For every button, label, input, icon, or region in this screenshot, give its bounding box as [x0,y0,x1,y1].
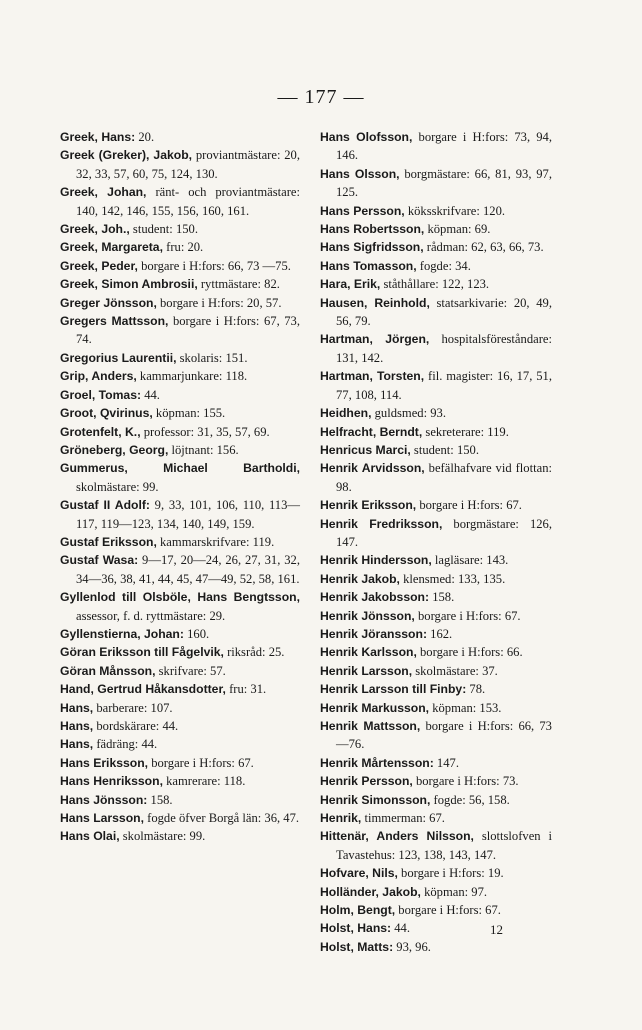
index-entry-name: Gyllenlod till Olsböle, Hans Bengtsson, [60,590,300,605]
index-entry [60,533,300,551]
index-entry-detail: 160. [183,626,210,641]
index-entry [320,423,552,441]
index-entry [60,294,300,312]
index-entry [320,662,552,680]
index-entry [320,515,552,552]
index-entry-detail: köpman: 155. [152,406,226,421]
index-entry-detail: köpman: 69. [424,222,491,237]
index-entry [60,588,300,625]
index-entry-name: Henrik Jöransson: [320,626,428,641]
index-entry-name: Gustaf Eriksson, [60,534,157,549]
index-entry-detail: fogde: 56, 158. [430,792,510,807]
index-entry-name: Henrik Mattsson, [320,719,421,733]
index-entry-name: Göran Månsson, [60,663,156,678]
index-entry-name: Hans Tomasson, [320,258,417,273]
index-entry-name: Hans Henriksson, [60,774,163,789]
index-entry-name: Greek (Greker), Jakob, [60,148,193,163]
index-entry [60,349,300,367]
index-entry-detail: 162. [427,626,453,641]
index-entry-name: Henrik Fredriksson, [320,516,443,531]
index-entry-detail: borgmästare: 126, 147. [336,516,552,549]
index-entry-detail: 9, 33, 101, 106, 110, 113—117, 119—123, 134, 140, 149, 159. [76,498,300,531]
index-entry-detail: löjtnant: 156. [168,442,239,457]
index-entry-detail: borgare i H:fors: 67. [148,755,254,770]
index-entry-name: Greek, Joh., [60,222,130,237]
index-entry [320,588,552,606]
index-entry-name: Grip, Anders, [60,369,137,384]
index-entry [320,772,552,790]
index-entry [320,551,552,569]
index-entry [60,183,300,220]
index-entry [320,809,552,827]
index-entry-name: Gustaf Wasa: [60,553,139,568]
index-entry [60,643,300,661]
index-entry [320,680,552,698]
index-entry-name: Gregorius Laurentii, [60,350,177,365]
index-entry [320,827,552,864]
index-entry-detail: fil. magister: 16, 17, 51, 77, 108, 114. [336,369,552,402]
index-entry-detail: guldsmed: 93. [371,406,446,421]
index-entry-name: Greek, Johan, [60,185,147,200]
index-entry [60,551,300,588]
index-entry [320,901,552,919]
index-column-right [320,128,552,956]
index-entry [60,146,300,183]
index-entry-name: Henrik Jakob, [320,571,400,586]
index-entry [60,238,300,256]
index-entry [60,423,300,441]
index-entry-detail: statsarkivarie: 20, 49, 56, 79. [336,295,552,329]
index-entry-detail: borgare i H:fors: 67, 73, 74. [76,314,300,347]
index-entry-name: Gummerus, Michael Bartholdi, [60,461,300,476]
index-entry-name: Henrik Simonsson, [320,792,431,807]
index-entry [320,754,552,772]
index-entry-name: Groel, Tomas: [60,387,142,402]
index-entry-detail: borgmästare: 66, 81, 93, 97, 125. [336,166,553,200]
index-entry-name: Hans Olsson, [320,166,400,181]
index-entry-detail: borgare i H:fors: 66, 73—76. [336,719,552,752]
index-entry-detail: borgare i H:fors: 66. [416,645,523,660]
index-entry-detail: riksråd: 25. [223,645,285,660]
index-entry [60,809,300,827]
index-entry-detail: klensmed: 133, 135. [399,571,506,586]
signature-mark: 12 [490,922,503,937]
index-entry-detail: sekreterare: 119. [422,424,509,439]
index-entry-detail: kammarskrifvare: 119. [156,534,275,549]
index-entry [60,275,300,293]
index-entry-detail: befälhafvare vid flottan: 98. [336,461,552,494]
index-entry-name: Greek, Margareta, [60,240,163,255]
index-entry-detail: kammarjunkare: 118. [136,369,248,384]
index-entry-detail: skolaris: 151. [176,350,248,365]
index-entry-detail: 158. [147,792,173,807]
index-entry-name: Henrik Eriksson, [320,498,417,513]
index-entry [320,643,552,661]
index-entry-detail: 9—17, 20—24, 26, 27, 31, 32, 34—36, 38, 41, 44, 45, 47—49, 52, 58, 161. [76,553,300,586]
index-entry-name: Gröneberg, Georg, [60,442,169,457]
index-entry-name: Henrik Jönsson, [320,608,415,623]
index-entry-name: Hans Eriksson, [60,755,149,770]
index-entry-name: Hans, [60,700,94,715]
index-entry [320,257,552,275]
index-entry-detail: köpman: 97. [420,884,488,899]
index-entry-detail: hospitalsföreståndare: 131, 142. [336,332,552,365]
index-entry [60,699,300,717]
index-entry [320,404,552,422]
index-entry-detail: köksskrifvare: 120. [404,203,506,218]
index-entry [320,791,552,809]
index-entry-name: Holst, Matts: [320,939,394,954]
index-entry [60,367,300,385]
index-entry [320,238,552,256]
index-entry [320,496,552,514]
index-entry-detail: student: 150. [410,442,479,457]
index-entry [320,938,552,956]
index-entry-detail: fogde: 34. [416,258,471,273]
index-entry-detail: borgare i H:fors: 67. [414,608,521,623]
index-entry [320,202,552,220]
index-entry-name: Hans Sigfridsson, [320,240,424,255]
index-entry-name: Henrik Larsson till Finby: [320,682,467,697]
index-entry-name: Hartman, Jörgen, [320,332,430,347]
index-entry-detail: slottslofven i Tavastehus: 123, 138, 143, 147. [336,829,552,862]
index-entry-name: Henrik Larsson, [320,663,413,678]
index-entry-detail: köpman: 153. [429,700,502,715]
index-entry-detail: 78. [466,682,486,697]
index-entry-detail: borgare i H:fors: 67. [416,498,522,513]
index-entry-detail: fogde öfver Borgå län: 36, 47. [144,811,300,826]
index-entry-detail: 44. [141,387,160,402]
index-entry [60,459,300,496]
index-entry-detail: fädräng: 44. [93,737,158,752]
index-entry [320,367,552,404]
index-entry-detail: 20. [135,130,155,144]
index-entry [60,791,300,809]
index-entry-name: Hans Robertsson, [320,222,425,237]
index-entry [320,625,552,643]
index-entry-name: Henrik Hindersson, [320,553,432,568]
index-entry [60,257,300,275]
index-entry-detail: proviantmästare: 20, 32, 33, 57, 60, 75, 124, 130. [76,148,300,181]
index-entry-detail: borgare i H:fors: 66, 73 —75. [137,258,291,273]
index-entry-detail: 93, 96. [393,939,431,954]
index-entry-detail: assessor, f. d. ryttmästare: 29. [76,608,226,623]
index-entry-name: Hans Larsson, [60,811,144,826]
index-entry-name: Hans, [60,737,94,752]
index-entry-detail: fru: 20. [162,240,204,255]
index-entry [320,441,552,459]
index-entry [60,827,300,845]
index-entry-name: Hans, [60,719,94,733]
index-column-left [60,128,300,846]
index-entry [320,883,552,901]
index-entry-name: Hausen, Reinhold, [320,295,430,310]
index-entry-detail: 44. [391,921,410,936]
index-entry [60,772,300,790]
index-entry-detail: ränt- och proviantmästare: 140, 142, 146, 155, 156, 160, 161. [76,185,301,218]
index-entry-detail: 147. [433,755,459,770]
index-entry-name: Hans Persson, [320,203,405,218]
index-entry-name: Hans Jönsson: [60,792,148,807]
index-entry-name: Hara, Erik, [320,277,381,292]
index-entry-detail: fru: 31. [225,682,267,697]
index-entry-name: Grotenfelt, K., [60,424,141,439]
index-entry [60,717,300,735]
index-entry [60,441,300,459]
index-entry-name: Hand, Gertrud Håkansdotter, [60,682,226,697]
index-entry-name: Greek, Hans: [60,130,136,144]
index-entry [320,864,552,882]
index-entry-name: Hans Olofsson, [320,130,413,144]
index-entry [320,294,552,331]
index-entry [60,496,300,533]
index-entry-name: Henrik Arvidsson, [320,461,425,476]
index-entry [320,607,552,625]
index-entry-name: Henrik Karlsson, [320,645,417,660]
index-entry [60,754,300,772]
index-entry [60,312,300,349]
index-entry [60,662,300,680]
index-entry [320,919,552,937]
index-entry [320,275,552,293]
index-entry-name: Gustaf II Adolf: [60,498,150,513]
index-entry-name: Hittenär, Anders Nilsson, [320,829,474,844]
index-entry [60,128,300,146]
index-entry-name: Hartman, Torsten, [320,369,425,384]
index-entry-name: Henricus Marci, [320,442,411,457]
index-entry-name: Gregers Mattsson, [60,314,169,329]
index-entry [60,680,300,698]
index-entry-detail: professor: 31, 35, 57, 69. [140,424,270,439]
index-entry-name: Greek, Simon Ambrosii, [60,277,198,292]
index-entry [320,220,552,238]
index-entry-name: Hofvare, Nils, [320,866,398,881]
index-entry-name: Groot, Qvirinus, [60,406,153,421]
index-entry [320,459,552,496]
index-entry [320,570,552,588]
index-entry-detail: ryttmästare: 82. [197,277,280,292]
index-entry-detail: kamrerare: 118. [162,774,246,789]
index-entry-name: Göran Eriksson till Fågelvik, [60,645,224,660]
index-entry-detail: timmerman: 67. [361,811,445,826]
index-entry [320,128,552,165]
index-entry-detail: student: 150. [129,222,198,237]
index-entry [60,386,300,404]
index-entry-name: Henrik Markusson, [320,700,430,715]
index-entry [60,220,300,238]
index-entry-detail: rådman: 62, 63, 66, 73. [423,240,544,255]
index-entry [60,735,300,753]
index-entry [320,699,552,717]
index-entry-detail: bordskärare: 44. [93,719,179,733]
index-entry-name: Henrik, [320,811,362,826]
index-entry-name: Henrik Mårtensson: [320,755,434,770]
page-number: — 177 — [277,86,365,108]
index-entry-detail: skolmästare: 99. [76,479,159,494]
index-entry-detail: borgare i H:fors: 73, 94, 146. [336,130,552,163]
index-entry-name: Henrik Persson, [320,774,413,789]
index-entry-detail: barberare: 107. [93,700,173,715]
index-entry-detail: borgare i H:fors: 67. [395,903,501,918]
index-entry-name: Holm, Bengt, [320,903,396,918]
index-entry-name: Helfracht, Berndt, [320,424,423,439]
index-entry-detail: borgare i H:fors: 20, 57. [156,295,282,310]
index-entry-detail: lagläsare: 143. [431,553,509,568]
index-entry-name: Greger Jönsson, [60,295,157,310]
index-entry [320,165,552,202]
index-entry-name: Henrik Jakobsson: [320,590,430,605]
index-entry [320,330,552,367]
index-entry-name: Holländer, Jakob, [320,884,421,899]
index-entry [320,717,552,754]
index-entry-name: Hans Olai, [60,829,120,844]
index-entry-detail: 158. [429,590,455,605]
index-entry-name: Greek, Peder, [60,258,138,273]
index-entry-name: Holst, Hans: [320,921,392,936]
index-entry-detail: ståthållare: 122, 123. [380,277,490,292]
index-entry-name: Gyllenstierna, Johan: [60,626,184,641]
index-entry-detail: skolmästare: 99. [119,829,206,844]
index-entry [60,625,300,643]
index-entry-detail: skolmästare: 37. [412,663,498,678]
index-entry-detail: borgare i H:fors: 19. [397,866,504,881]
index-entry-detail: skrifvare: 57. [155,663,226,678]
index-entry-name: Heidhen, [320,406,372,421]
index-entry-detail: borgare i H:fors: 73. [412,774,519,789]
index-entry [60,404,300,422]
